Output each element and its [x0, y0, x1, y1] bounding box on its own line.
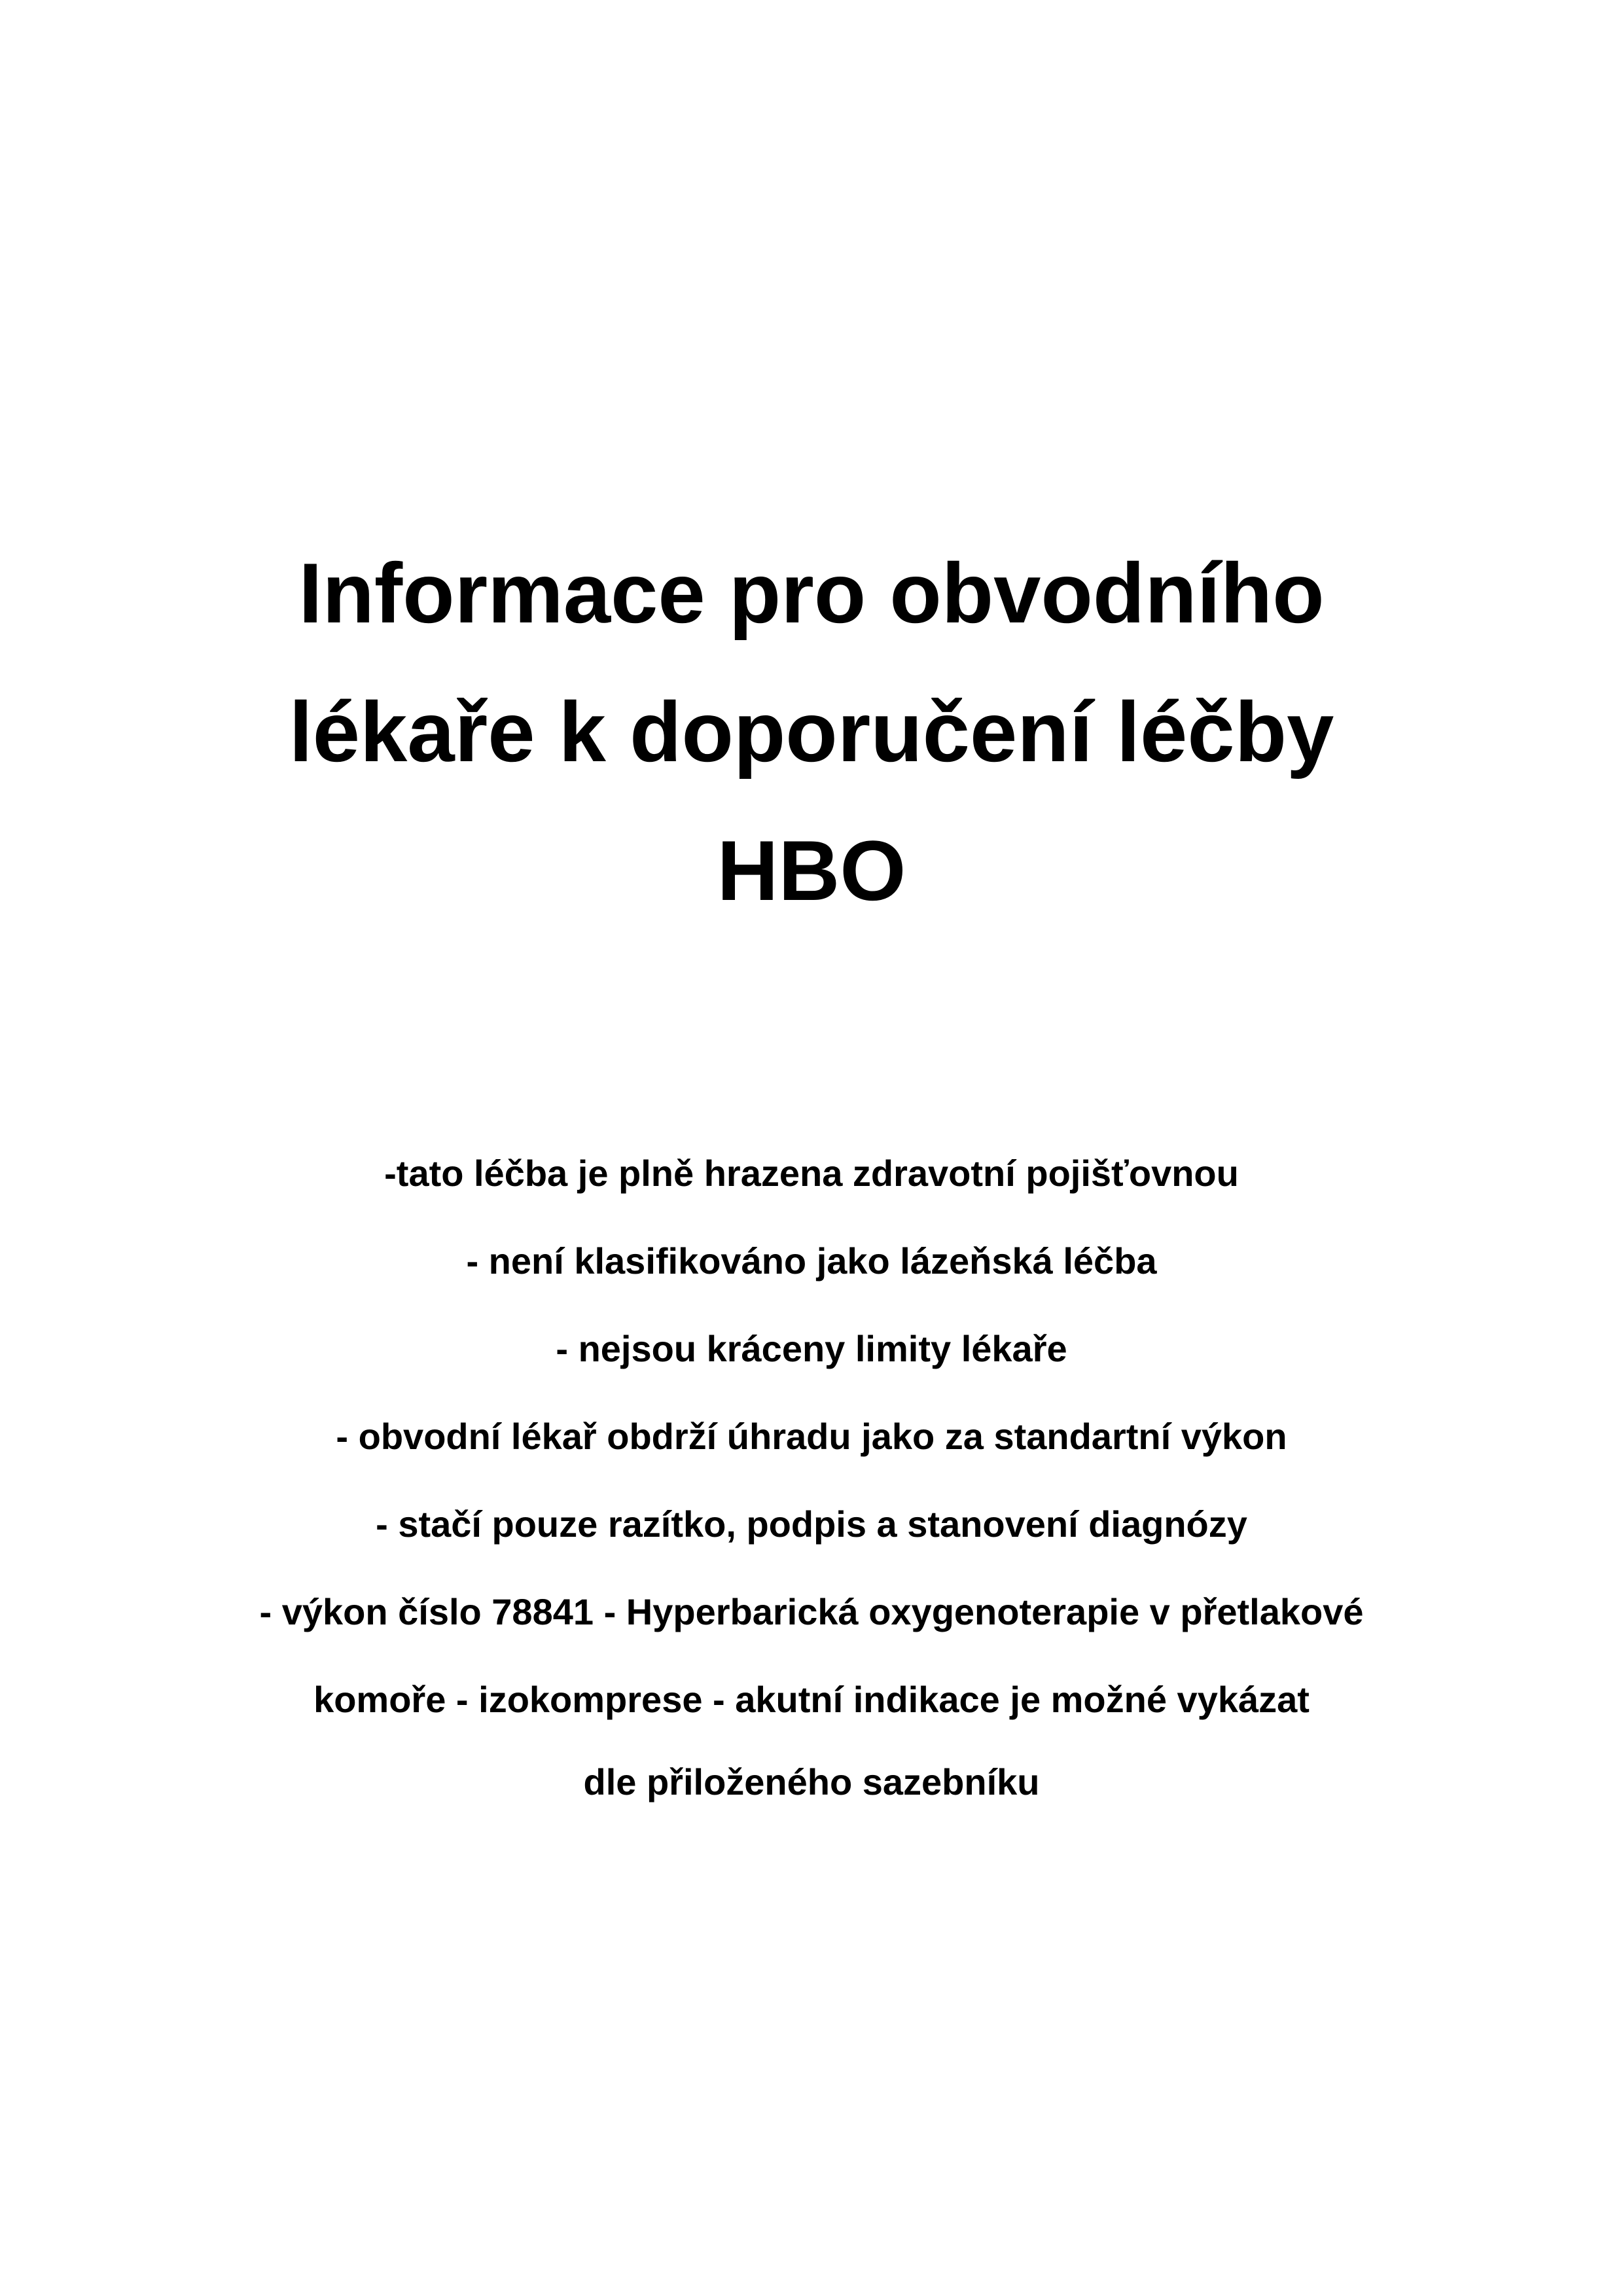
- document-title: [0, 524, 1623, 940]
- body-line-requirements: - stačí pouze razítko, podpis a stanovení diagnózy: [376, 1503, 1247, 1545]
- body-line-limits: - nejsou kráceny limity lékaře: [556, 1328, 1067, 1369]
- body-line-classification: - není klasifikováno jako lázeňská léčba: [466, 1240, 1157, 1282]
- body-line-price-list: dle přiloženého sazebníku: [583, 1761, 1040, 1803]
- title-line-1: Informace pro obvodního: [298, 545, 1325, 641]
- body-line-procedure-detail: komoře - izokomprese - akutní indikace je možné vykázat: [313, 1679, 1310, 1720]
- title-line-3: HBO: [717, 823, 906, 918]
- body-line-reimbursement: - obvodní lékař obdrží úhradu jako za standartní výkon: [336, 1416, 1287, 1457]
- title-line-2: lékaře k doporučení léčby: [289, 684, 1334, 780]
- document-body: [0, 1130, 1623, 1821]
- body-line-procedure-code: - výkon číslo 78841 - Hyperbarická oxygenoterapie v přetlakové: [259, 1591, 1364, 1632]
- body-line-coverage: -tato léčba je plně hrazena zdravotní pojišťovnou: [384, 1153, 1239, 1194]
